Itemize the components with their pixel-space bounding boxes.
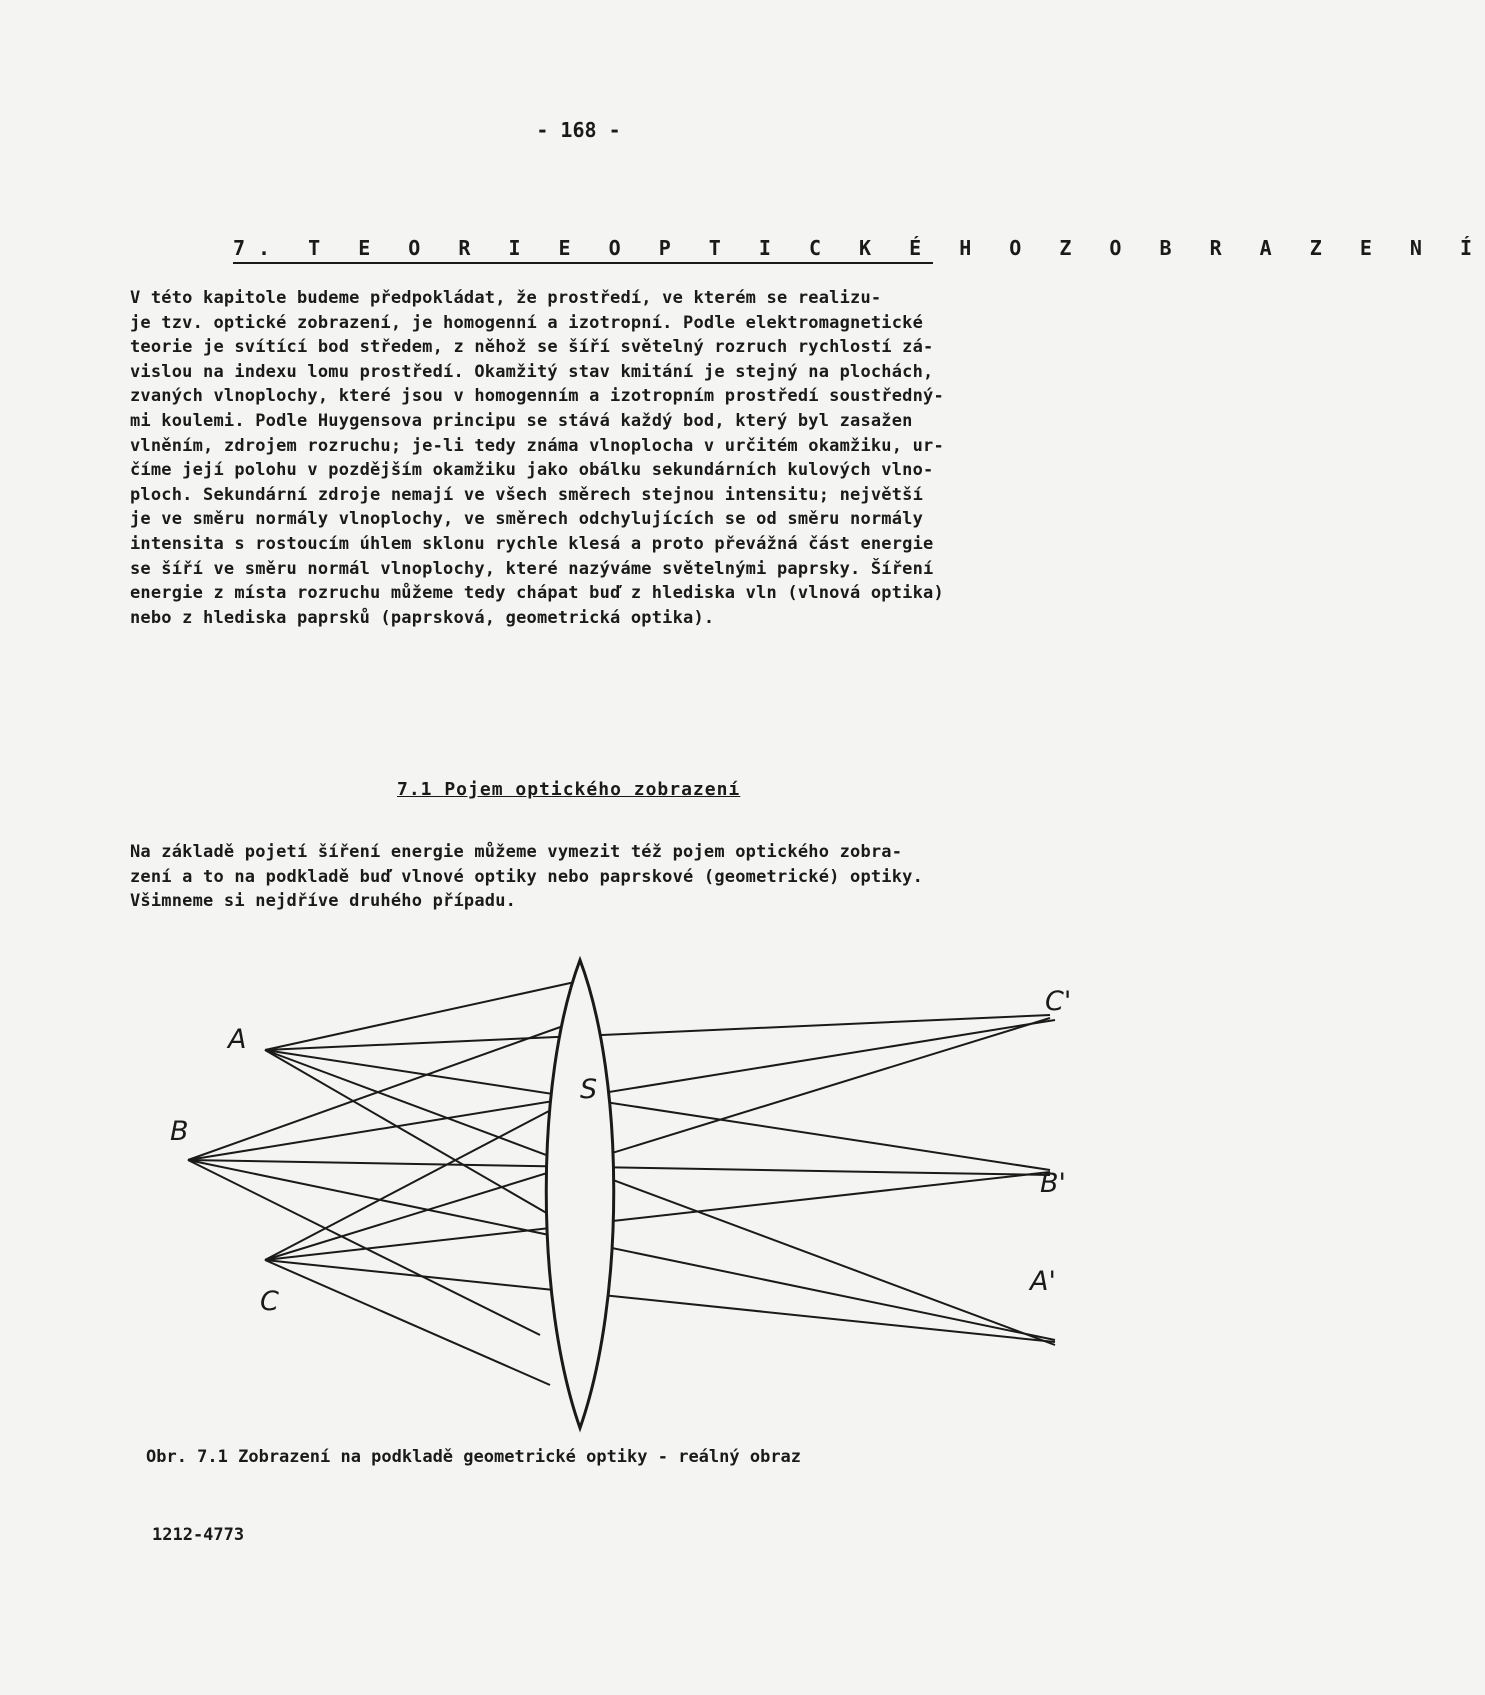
ray-lines bbox=[188, 982, 1055, 1385]
text-line: V této kapitole budeme předpokládat, že prostředí, ve kterém se realizu- bbox=[130, 288, 882, 308]
lens-figure bbox=[150, 960, 1090, 1444]
image-label-c-prime: C' bbox=[1045, 986, 1072, 1017]
ray-line bbox=[265, 1015, 1050, 1050]
intro-paragraph bbox=[130, 286, 944, 630]
ray-line bbox=[265, 1172, 1050, 1260]
text-line: zvaných vlnoplochy, které jsou v homogenním a izotropním prostředí soustředný- bbox=[130, 386, 944, 407]
ray-line bbox=[188, 1160, 540, 1335]
point-label-a: A bbox=[228, 1024, 247, 1055]
section-heading: 7.1 Pojem optického zobrazení bbox=[397, 779, 741, 800]
text-line: se šíří ve směru normál vlnoplochy, které nazýváme světelnými paprsky. Šíření bbox=[130, 558, 934, 579]
page-number: - 168 - bbox=[536, 118, 621, 142]
section-paragraph bbox=[130, 840, 923, 914]
text-line: číme její polohu v pozdějším okamžiku jako obálku sekundárních kulových vlno- bbox=[130, 460, 934, 481]
point-label-c: C bbox=[260, 1286, 279, 1317]
document-code: 1212-4773 bbox=[152, 1525, 245, 1545]
text-line: je ve směru normály vlnoplochy, ve směrech odchylujících se od směru normály bbox=[130, 509, 924, 530]
text-line: vlněním, zdrojem rozruchu; je-li tedy známa vlnoplocha v určitém okamžiku, ur- bbox=[130, 435, 944, 456]
ray-line bbox=[188, 1160, 1050, 1175]
figure-caption: Obr. 7.1 Zobrazení na podkladě geometrické optiky - reálný obraz bbox=[146, 1447, 802, 1467]
image-label-a-prime: A' bbox=[1030, 1266, 1056, 1297]
text-line: zení a to na podkladě buď vlnové optiky nebo paprskové (geometrické) optiky. bbox=[130, 866, 924, 887]
convex-lens bbox=[546, 960, 614, 1428]
text-line: nebo z hlediska paprsků (paprsková, geometrická optika). bbox=[130, 607, 715, 628]
point-label-b: B bbox=[170, 1116, 189, 1147]
lens-label-s: S bbox=[580, 1074, 598, 1105]
text-line: Na základě pojetí šíření energie můžeme vymezit též pojem optického zobra- bbox=[130, 842, 903, 862]
text-line: teorie je svítící bod středem, z něhož se šíří světelný rozruch rychlostí zá- bbox=[130, 337, 934, 358]
ray-line bbox=[265, 982, 575, 1050]
text-line: je tzv. optické zobrazení, je homogenní a izotropní. Podle elektromagnetické bbox=[130, 312, 924, 333]
text-line: ploch. Sekundární zdroje nemají ve všech směrech stejnou intensitu; největší bbox=[130, 484, 924, 505]
ray-line bbox=[265, 1050, 1050, 1170]
ray-line bbox=[265, 1260, 550, 1385]
text-line: Všimneme si nejdříve druhého případu. bbox=[130, 891, 517, 912]
chapter-heading: 7. T E O R I E O P T I C K É H O Z O B R A Z E N Í bbox=[233, 236, 933, 264]
text-line: vislou na indexu lomu prostředí. Okamžitý stav kmitání je stejný na plochách, bbox=[130, 361, 934, 382]
text-line: mi koulemi. Podle Huygensova principu se stává každý bod, který byl zasažen bbox=[130, 410, 913, 431]
lens-diagram bbox=[150, 960, 1090, 1440]
ray-line bbox=[265, 1018, 1050, 1260]
text-line: intensita s rostoucím úhlem sklonu rychle klesá a proto převážná část energie bbox=[130, 533, 934, 554]
text-line: energie z místa rozruchu můžeme tedy chápat buď z hlediska vln (vlnová optika) bbox=[130, 583, 944, 604]
ray-line bbox=[188, 1020, 1055, 1160]
image-label-b-prime: B' bbox=[1040, 1168, 1066, 1199]
